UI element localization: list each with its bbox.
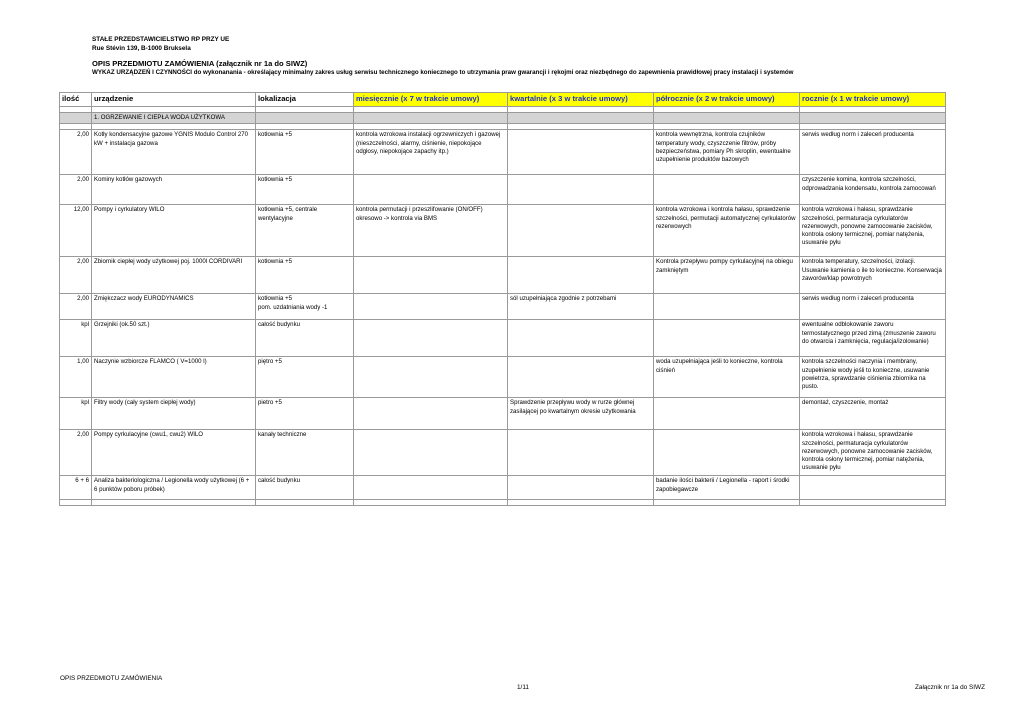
cell-device: Zmiękczacz wody EURODYNAMICS bbox=[92, 294, 256, 320]
table-row bbox=[60, 257, 946, 294]
cell-annual: ewentualne odblokowanie zaworu termostatycznego przed zimą (zmuszenie zaworu do otwarcia i zamknięcia, regulacja/izolowanie) bbox=[800, 320, 946, 357]
cell-device: Kominy kotłów gazowych bbox=[92, 175, 256, 205]
cell-location: całość budynku bbox=[256, 476, 354, 500]
table-row bbox=[60, 320, 946, 357]
cell-annual: demontaż, czyszczenie, montaż bbox=[800, 398, 946, 430]
col-header-annual: rocznie (x 1 w trakcie umowy) bbox=[800, 93, 946, 107]
cell-monthly bbox=[354, 175, 508, 205]
cell-device: Zbiornik ciepłej wody użytkowej poj. 1000l CORDIVARI bbox=[92, 257, 256, 294]
table-row bbox=[60, 130, 946, 175]
cell-qty: 6 + 6 bbox=[60, 476, 92, 500]
document-title: OPIS PRZEDMIOTU ZAMÓWIENIA (załącznik nr 1a do SIWZ) bbox=[92, 59, 308, 68]
cell-semiannual: kontrola wewnętrzna, kontrola czujników temperatury wody, czyszczenie filtrów, próby bezpieczeństwa, pomiary Ph skroplin, ewentualne uzupełnienie produktów bazowych bbox=[654, 130, 800, 175]
cell-location: kanały techniczne bbox=[256, 430, 354, 476]
document-subtitle: WYKAZ URZĄDZEŃ I CZYNNOŚCI do wykonanania - określający minimalny zakres usług serwisu technicznego koniecznego to utrzymania praw gwarancji i rękojmi oraz niezbędnego do zapewnienia prawidłowej pracy instalacji i systemów bbox=[92, 69, 794, 76]
spacer-row bbox=[60, 500, 946, 506]
cell-qty: kpl bbox=[60, 398, 92, 430]
cell-annual: serwis według norm i zaleceń producenta bbox=[800, 130, 946, 175]
col-header-monthly: miesięcznie (x 7 w trakcie umowy) bbox=[354, 93, 508, 107]
cell-device: Pompy cyrkulacyjne (cwu1, cwu2) WILO bbox=[92, 430, 256, 476]
cell-annual: kontrola wzrokowa i hałasu, sprawdzanie szczelności, permaturacja cyrkulatorów rezerwowych, ponowne zamocowanie zacisków, kontrola osłony termicznej, pomiar natężenia, usuwanie pyłu bbox=[800, 430, 946, 476]
cell-location: pietro +5 bbox=[256, 398, 354, 430]
col-header-device: urządzenie bbox=[92, 93, 256, 107]
cell-qty: 2,00 bbox=[60, 175, 92, 205]
cell-qty: 2,00 bbox=[60, 430, 92, 476]
cell-annual: kontrola temperatury, szczelności, izolacji. Usuwanie kamienia o ile to konieczne. Konserwacja zaworów/klap powrotnych bbox=[800, 257, 946, 294]
cell-semiannual bbox=[654, 294, 800, 320]
cell-annual: serwis według norm i zaleceń producenta bbox=[800, 294, 946, 320]
cell-qty: 2,00 bbox=[60, 257, 92, 294]
cell-quarterly bbox=[508, 357, 654, 398]
cell-quarterly bbox=[508, 430, 654, 476]
col-header-semiannual: półrocznie (x 2 w trakcie umowy) bbox=[654, 93, 800, 107]
cell-annual: kontrola szczelności naczynia i membrany, uzupełnienie wody jeśli to konieczne, usuwanie powietrza, sprawdzanie ciśnienia zbiornika na pusto. bbox=[800, 357, 946, 398]
section-title: 1. OGRZEWANIE I CIEPŁA WODA UŻYTKOWA bbox=[92, 113, 256, 124]
cell-quarterly bbox=[508, 476, 654, 500]
cell-qty: 1,00 bbox=[60, 357, 92, 398]
cell-annual: kontrola wzrokowa i hałasu, sprawdzanie szczelności, permaturacja cyrkulatorów rezerwowych, ponowne zamocowanie zacisków, kontrola osłony termicznej, pomiar natężenia, usuwanie pyłu bbox=[800, 205, 946, 257]
col-header-location: lokalizacja bbox=[256, 93, 354, 107]
org-address: Rue Stévin 139, B-1000 Bruksela bbox=[92, 44, 191, 52]
footer-document-name: OPIS PRZEDMIOTU ZAMÓWIENIA bbox=[60, 675, 163, 682]
cell-semiannual bbox=[654, 430, 800, 476]
footer-attachment-label: Załącznik nr 1a do SIWZ bbox=[915, 684, 985, 691]
table-row bbox=[60, 430, 946, 476]
cell-monthly bbox=[354, 357, 508, 398]
cell-quarterly: sól uzupełniająca zgodnie z potrzebami bbox=[508, 294, 654, 320]
cell-semiannual: Kontrola przepływu pompy cyrkulacyjnej na obiegu zamkniętym bbox=[654, 257, 800, 294]
cell-semiannual bbox=[654, 398, 800, 430]
cell-location: kotłownia +5, centrale wentylacyjne bbox=[256, 205, 354, 257]
cell-semiannual: woda uzupełniająca jeśli to konieczne, kontrola ciśnień bbox=[654, 357, 800, 398]
cell-monthly bbox=[354, 476, 508, 500]
table-row bbox=[60, 205, 946, 257]
cell-monthly bbox=[354, 398, 508, 430]
cell-location: całość budynku bbox=[256, 320, 354, 357]
cell-annual bbox=[800, 476, 946, 500]
cell-device: Filtry wody (cały system ciepłej wody) bbox=[92, 398, 256, 430]
cell-device: Pompy i cyrkulatory WILO bbox=[92, 205, 256, 257]
cell-monthly bbox=[354, 257, 508, 294]
cell-semiannual bbox=[654, 175, 800, 205]
cell-location: piętro +5 bbox=[256, 357, 354, 398]
cell-qty: 2,00 bbox=[60, 294, 92, 320]
cell-device: Kotły kondensacyjne gazowe YGNIS Modulo Control 270 kW + instalacja gazowa bbox=[92, 130, 256, 175]
table-row bbox=[60, 357, 946, 398]
cell-annual: czyszczenie komina, kontrola szczelności, odprowadzania kondensatu, kontrola zamocowań bbox=[800, 175, 946, 205]
table-row bbox=[60, 398, 946, 430]
cell-qty: kpl bbox=[60, 320, 92, 357]
cell-monthly bbox=[354, 430, 508, 476]
cell-semiannual: kontrola wzrokowa i kontrola hałasu, sprawdzenie szczelności, permutacji automatycznej cyrkulatorów rezerwowych bbox=[654, 205, 800, 257]
org-name: STAŁE PRZEDSTAWICIELSTWO RP PRZY UE bbox=[92, 36, 230, 43]
cell-quarterly bbox=[508, 257, 654, 294]
section-row bbox=[60, 113, 946, 124]
cell-device: Grzejniki (ok.50 szt.) bbox=[92, 320, 256, 357]
cell-device: Naczynie wzbiorcze FLAMCO ( V=1000 l) bbox=[92, 357, 256, 398]
cell-monthly bbox=[354, 320, 508, 357]
table-row bbox=[60, 294, 946, 320]
cell-quarterly bbox=[508, 130, 654, 175]
services-table bbox=[59, 92, 946, 506]
footer-page-number: 1/11 bbox=[517, 684, 529, 691]
col-header-qty: ilość bbox=[60, 93, 92, 107]
table-body bbox=[60, 107, 946, 506]
table-row bbox=[60, 476, 946, 500]
cell-device: Analiza bakteriologiczna / Legionella wody użytkowej (6 + 6 punktów poboru próbek) bbox=[92, 476, 256, 500]
cell-location: kotłownia +5 bbox=[256, 257, 354, 294]
cell-quarterly bbox=[508, 320, 654, 357]
cell-monthly: kontrola permutacji i przeszlifowanie (ON/OFF) okresowo -> kontrola via BMS bbox=[354, 205, 508, 257]
cell-quarterly: Sprawdzenie przepływu wody w rurze głównej zasilającej po kwartalnym okresie użytkowania bbox=[508, 398, 654, 430]
cell-location: kotłownia +5 bbox=[256, 175, 354, 205]
cell-qty: 12,00 bbox=[60, 205, 92, 257]
cell-quarterly bbox=[508, 175, 654, 205]
document-header bbox=[92, 36, 229, 53]
cell-qty: 2,00 bbox=[60, 130, 92, 175]
cell-location: kotłownia +5 pom. uzdatniania wody -1 bbox=[256, 294, 354, 320]
cell-location: kotłownia +5 bbox=[256, 130, 354, 175]
cell-quarterly bbox=[508, 205, 654, 257]
cell-monthly: kontrola wzrokowa instalacji ogrzewniczych i gazowej (nieszczelności, alarmy, ciśnienie, niepokojące odgłosy, niepokojące zapachy itp.) bbox=[354, 130, 508, 175]
cell-monthly bbox=[354, 294, 508, 320]
cell-semiannual: badanie ilości bakterii / Legionella - raport i środki zapobiegawcze bbox=[654, 476, 800, 500]
col-header-quarterly: kwartalnie (x 3 w trakcie umowy) bbox=[508, 93, 654, 107]
table-header-row bbox=[60, 93, 946, 107]
cell-semiannual bbox=[654, 320, 800, 357]
table-row bbox=[60, 175, 946, 205]
